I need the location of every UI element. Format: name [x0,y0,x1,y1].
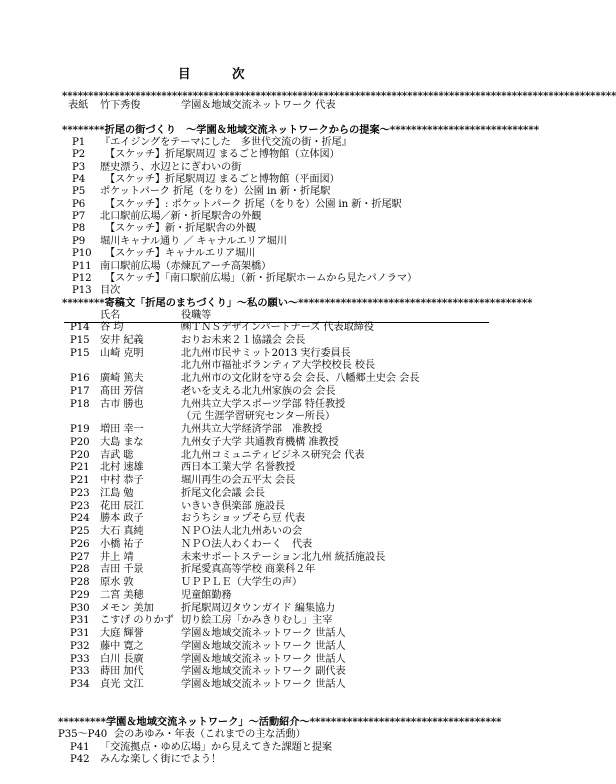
toc-page-number: P33 [70,653,90,665]
toc-page-number: P6 [72,198,86,210]
toc-page-number: P28 [70,577,90,588]
toc-page-number: P30 [70,602,90,614]
contributor-name: 古市 勝也 [100,398,144,410]
toc-page-number: P21 [70,475,90,486]
contributor-name: 江島 勉 [100,487,134,499]
toc-page-number: P29 [70,589,90,601]
toc-entry-title: 歴史漂う、水辺とにぎわいの街 [100,161,242,173]
contributor-name: メモン 美加 [100,602,154,614]
contributor-role: 老いを支える北九州家族の会 会長 [181,385,336,397]
section1-header: ********折尾の街づくり ～学園＆地域交流ネットワークからの提案～**************************** [62,124,540,136]
toc-entry-title: 会のあゆみ・年表（これまでの主な活動） [114,729,306,740]
toc-entry-title: 北口駅前広場／新・折尾駅舎の外観 [100,211,262,223]
toc-entry-title: 目次 [100,285,121,297]
toc-entry-title: 【スケッチ】折尾駅周辺 まるごと博物館（平面図） [100,174,340,186]
toc-page-number: P8 [72,223,86,235]
toc-page-number: P7 [72,211,86,223]
contributor-role: ㈱ＴＮＳデザインパートナーズ 代表取締役 [181,322,374,333]
toc-page-number: P23 [70,487,90,499]
contributor-name: こすげ のりかず [100,615,174,627]
contributor-name: 吉武 聡 [100,449,134,461]
contributor-name: 大島 まな [100,436,144,448]
contributor-role: 学園＆地域交流ネットワーク 世話人 [181,679,346,690]
contributor-name: 白川 長廣 [100,653,144,665]
contributor-name: 井上 靖 [100,551,134,563]
toc-page-number: P42 [70,754,90,765]
contributor-name: 藤中 寛之 [100,640,144,652]
contributor-role: おりお未来２１協議会 会長 [181,334,306,346]
toc-page-number: P26 [70,538,90,550]
contributor-name: 花田 辰江 [100,500,144,512]
contributor-role: 九州共立大学経済学部 准教授 [181,424,323,435]
contributor-name: 大庭 輝誉 [100,628,144,639]
toc-entry-title: 【スケッチ】「南口駅前広場」（新・折尾駅ホームから見たパノラマ） [100,272,418,284]
toc-page-number: P19 [70,424,90,435]
toc-page-number: P10 [72,248,92,260]
toc-page-number: P12 [72,272,92,284]
toc-page-number: P17 [70,385,90,397]
contributor-role: 学園＆地域交流ネットワーク 世話人 [181,653,346,665]
contributor-role: 北九州市の文化財を守る会 会長、八幡郷土史会 会長 [181,373,420,384]
contributor-name: 吉田 千景 [100,564,144,576]
column-role-header: 役職等 [181,310,212,321]
column-name-header: 氏名 [100,310,121,321]
contributor-role: 西日本工業大学 名誉教授 [181,462,296,474]
toc-page-number: P34 [70,679,90,690]
toc-page-number: P4 [72,174,86,186]
toc-page-number: P2 [72,149,86,161]
toc-entry-title: ポケットパーク 折尾（をりを）公園 in 新・折尾駅 [100,186,331,198]
toc-page-number: P5 [72,186,86,198]
toc-page-number: P21 [70,462,90,474]
contributor-role: 北九州市民サミット2013 実行委員長 [181,347,351,359]
toc-entry-title: 堀川キャナル通り ／ キャナルエリア堀川 [100,235,287,247]
contributor-role: 折尾駅周辺タウンガイド 編集協力 [181,602,336,614]
toc-page-number: P31 [70,628,90,639]
toc-page-number: P27 [70,551,90,563]
star-divider: ********************************************************************************************************** [62,91,616,102]
contributor-role: 九州共立大学スポーツ学部 特任教授 [181,398,346,410]
contributor-name: 原水 敦 [100,577,134,588]
toc-entry-title: 【スケッチ】キャナルエリア堀川 [100,248,256,260]
toc-page-number: P15 [70,347,90,359]
contributor-role: 学園＆地域交流ネットワーク 世話人 [181,640,346,652]
contributor-role: ＮＰＯ法人北九州あいの会 [181,526,303,537]
toc-page-number: P3 [72,161,86,173]
contributor-role: （元 生涯学習研究センター所長） [181,411,336,423]
section3-header: *********学園＆地域交流ネットワーク」～活動紹介～************************************ [58,716,502,728]
section2-header: ********寄稿文「折尾のまちづくり」～私の願い～******************************************** [62,297,533,309]
toc-page-number: P28 [70,564,90,576]
toc-page-number: P24 [70,513,90,525]
toc-entry-title: 南口駅前広場（赤煉瓦アーチ高架橋） [100,260,272,272]
toc-entry-title: 『エイジングをテーマにした 多世代交流の街・折尾』 [100,137,352,148]
contributor-role: いきいき倶楽部 施設長 [181,500,286,512]
contributor-name: 安井 紀義 [100,334,144,346]
contributor-role: 切り絵工房「かみきりむし」主宰 [181,615,333,627]
toc-page-number: P11 [72,260,92,272]
toc-page-number: P9 [72,235,86,247]
contributor-role: 北九州市福祉ボランティア大学校校長 校長 [181,360,375,372]
page-title: 目 次 [178,66,246,81]
toc-page-number: P41 [70,741,90,753]
contributor-name: 大石 真純 [100,526,144,537]
contributor-name: 北村 速雄 [100,462,144,474]
toc-entry-title: 「交流拠点・ゆめ広場」から見えてきた課題と提案 [100,741,333,753]
contributor-role: 九州女子大学 共通教育機構 准教授 [181,436,339,448]
cover-desc: 学園＆地域交流ネットワーク 代表 [181,100,336,111]
contributor-name: 蒔田 加代 [100,666,144,678]
contributor-role: 折尾文化会議 会長 [181,487,265,499]
cover-name: 竹下秀俊 [100,100,141,111]
contributor-name: 増田 幸一 [100,424,144,435]
toc-page-number: P20 [70,436,90,448]
contributor-role: 堀川再生の会五平太 会長 [181,475,296,486]
contributor-role: 学園＆地域交流ネットワーク 副代表 [181,666,346,678]
contributor-role: 児童館勤務 [181,589,232,601]
toc-page-number: P18 [70,398,90,410]
toc-page-number: P32 [70,640,90,652]
toc-page-number: P20 [70,449,90,461]
contributor-role: 北九州コミュニティビジネス研究会 代表 [181,449,365,461]
contributor-role: 未来サポートステーション北九州 統括施設長 [181,551,386,563]
toc-entry-title: 【スケッチ】折尾駅周辺 まるごと博物館（立体図） [100,149,340,161]
toc-page-number: P35～P40 [58,729,108,740]
toc-page-number: P14 [70,322,90,333]
contributor-role: 学園＆地域交流ネットワーク 世話人 [181,628,346,639]
contributor-name: 廣崎 篤夫 [100,373,144,384]
contributor-name: 山崎 克明 [100,347,144,359]
toc-entry-title: みんな楽しく街にでよう！ [100,754,222,765]
contributor-name: 小橋 祐子 [100,538,144,550]
contributor-role: おうちショップそら豆 代表 [181,513,305,525]
contributor-name: 貞光 文江 [100,679,144,690]
contributor-role: 折尾愛真高等学校 商業科２年 [181,564,316,576]
toc-page-number: P13 [72,285,92,297]
toc-page-number: P33 [70,666,90,678]
cover-label: 表紙 [68,100,89,111]
contributor-name: 谷 均 [100,322,124,333]
contributor-role: ＮＰＯ法人わくわーく 代表 [181,538,313,550]
toc-page-number: P25 [70,526,90,537]
toc-page-number: P15 [70,334,90,346]
contributor-role: ＵＰＰＬＥ（大学生の声） [181,577,303,588]
contributor-name: 勝本 政子 [100,513,144,525]
toc-entry-title: 【スケッチ】新・折尾駅舎の外観 [100,223,256,235]
toc-page-number: P23 [70,500,90,512]
contributor-name: 髙田 芳信 [100,385,144,397]
toc-page-number: P16 [70,373,90,384]
toc-page-number: P31 [70,615,90,627]
toc-entry-title: 【スケッチ】: ポケットパーク 折尾（をりを）公園 in 新・折尾駅 [100,198,402,210]
contributor-name: 二宮 美穂 [100,589,144,601]
contributor-name: 中村 恭子 [100,475,144,486]
toc-page-number: P1 [72,137,86,148]
